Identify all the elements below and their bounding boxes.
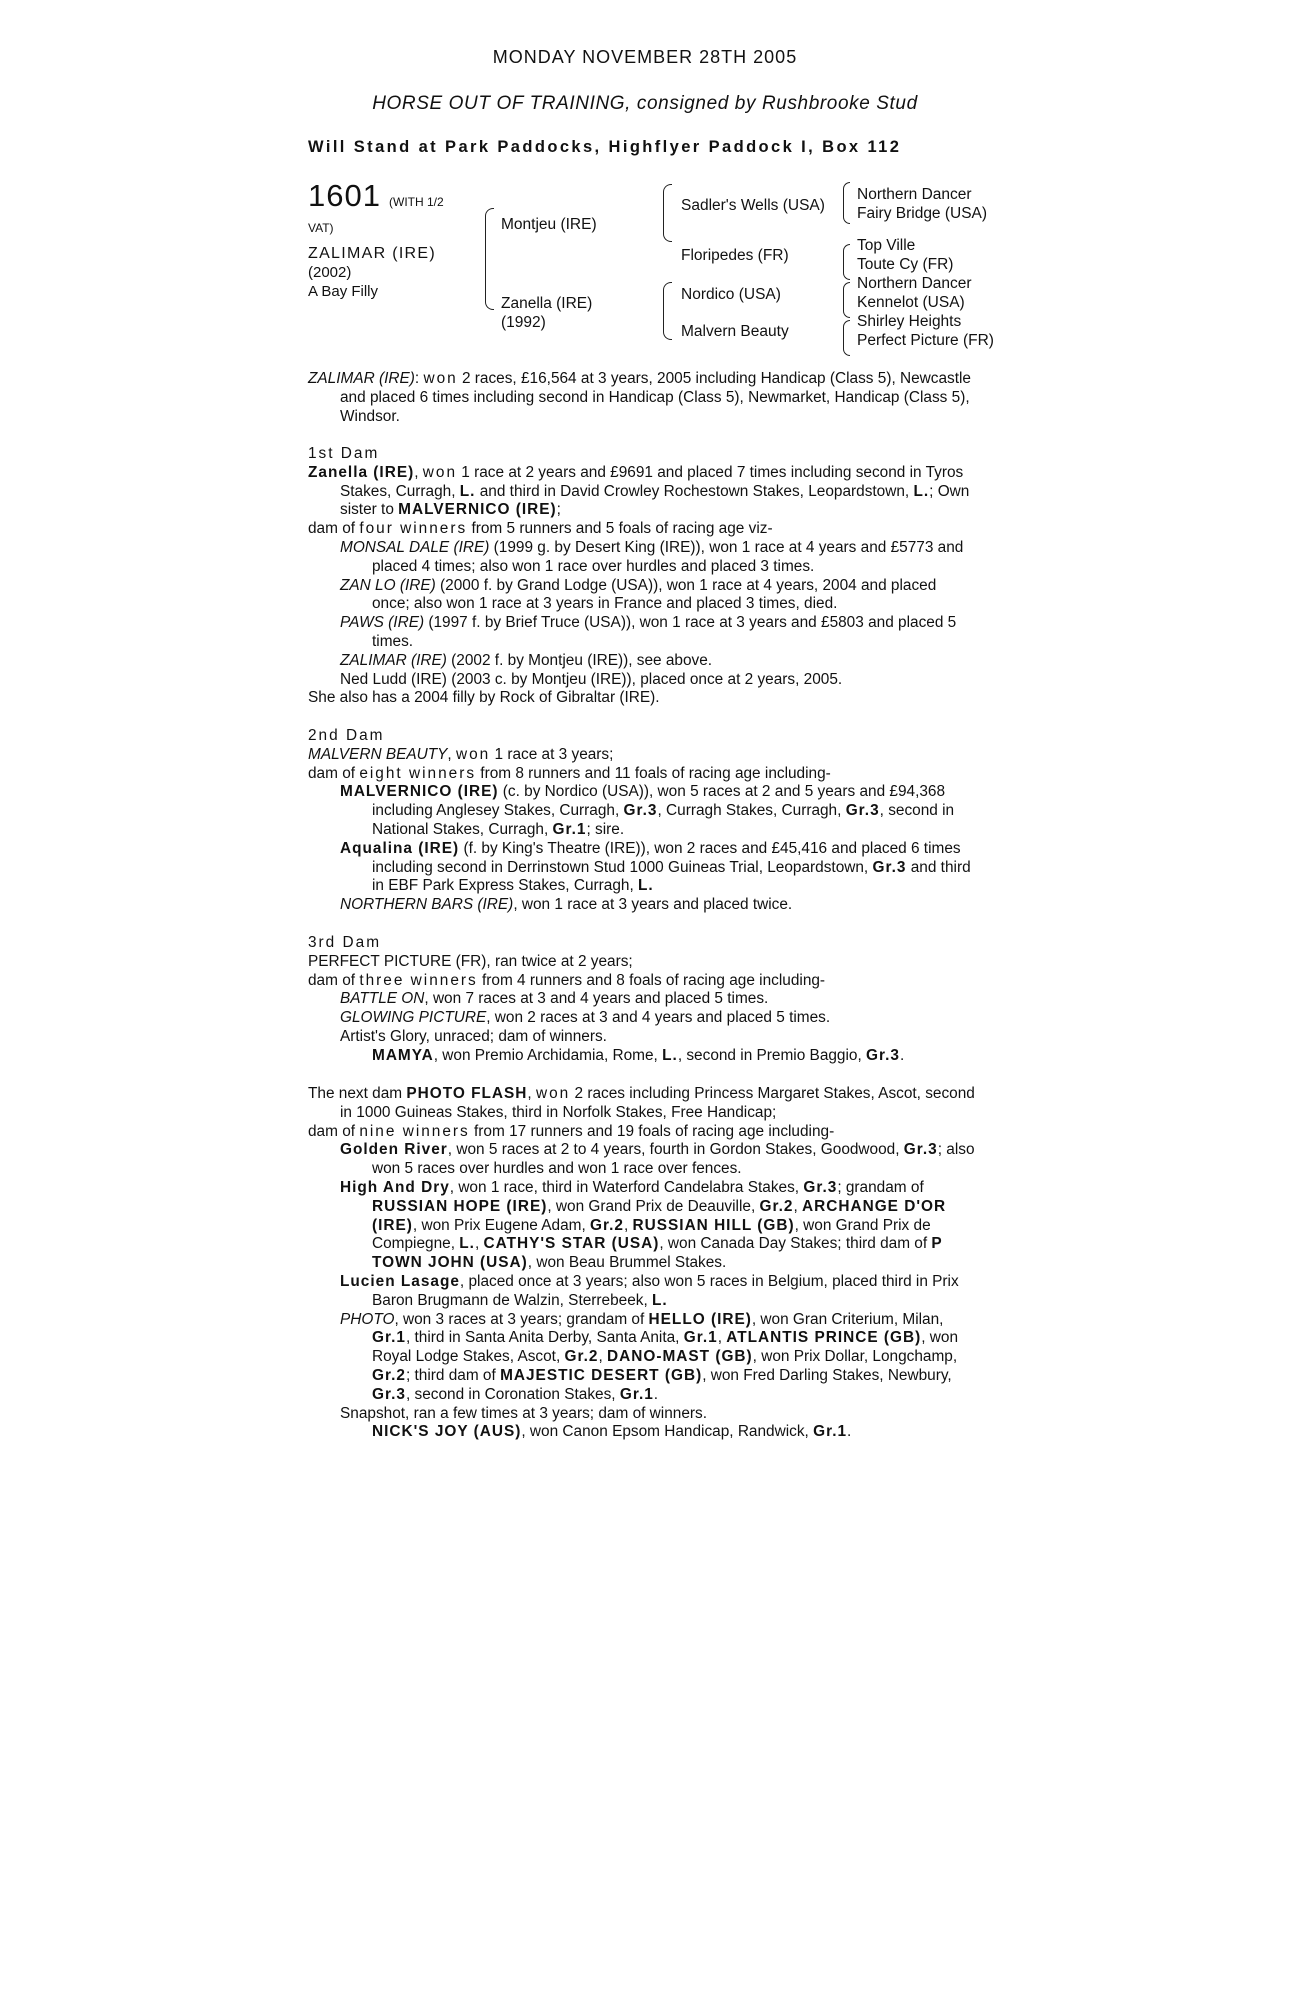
- produce-text: (1999 g. by Desert King (IRE)), won 1 race at 4 years and £5773 and placed 4 times; also won 1 race over hurdles and placed 3 times.: [372, 538, 964, 575]
- notable-name: ATLANTIS PRINCE (GB): [726, 1329, 922, 1347]
- produce-text: , third in Santa Anita Derby, Santa Anita,: [405, 1329, 684, 1347]
- listed-badge: L.: [913, 482, 930, 500]
- stand-location: Will Stand at Park Paddocks, Highflyer Paddock I, Box 112: [308, 138, 902, 156]
- second-dam-heading: 2nd Dam: [308, 727, 385, 744]
- produce-text: , won 3 races at 3 years; grandam of: [394, 1310, 649, 1328]
- grade-badge: Gr.3: [623, 802, 658, 820]
- pedigree-brace-dam: [663, 282, 672, 340]
- dam-of-rest: from 4 runners and 8 foals of racing age including-: [477, 971, 826, 989]
- next-dam-name: PHOTO FLASH: [406, 1085, 528, 1102]
- sale-date: MONDAY NOVEMBER 28TH 2005: [492, 47, 798, 67]
- produce-item: [308, 990, 978, 1009]
- pedigree-ddd: Perfect Picture (FR): [857, 332, 994, 349]
- first-dam-section: [308, 445, 978, 708]
- first-dam-produce-summary: [308, 520, 978, 539]
- produce-item: [308, 1311, 978, 1405]
- second-dam-section: [308, 727, 978, 915]
- produce-text: , second in Premio Baggio,: [677, 1046, 867, 1064]
- first-dam-heading: 1st Dam: [308, 445, 380, 462]
- grade-badge: Gr.3: [372, 1385, 406, 1403]
- grade-badge: Gr.1: [619, 1385, 654, 1403]
- produce-text: , won 7 races at 3 and 4 years and placed 5 times.: [424, 990, 769, 1008]
- produce-item: [308, 1273, 978, 1311]
- produce-name: Golden River: [340, 1141, 448, 1159]
- produce-name: ZALIMAR (IRE): [340, 651, 447, 669]
- grade-badge: Gr.3: [872, 858, 907, 876]
- produce-text: ; grandam of: [837, 1178, 924, 1196]
- produce-name: NICK'S JOY (AUS): [372, 1423, 522, 1441]
- produce-name: ZAN LO (IRE): [340, 576, 436, 594]
- grade-badge: Gr.3: [803, 1178, 838, 1196]
- racing-record: [308, 370, 978, 426]
- produce-item: [308, 577, 978, 615]
- produce-item: Artist's Glory, unraced; dam of winners.: [340, 1027, 607, 1045]
- winners-count: eight winners: [359, 764, 477, 782]
- produce-item: [308, 1009, 978, 1028]
- produce-text: , second in National Stakes, Curragh,: [372, 802, 955, 838]
- next-dam-section: [308, 1085, 978, 1442]
- lot-number: 1601: [308, 178, 381, 213]
- second-dam-t1: 1 race at 3 years;: [490, 745, 614, 763]
- grade-badge: Gr.3: [845, 802, 880, 820]
- pedigree-brace-sire: [663, 184, 672, 242]
- first-dam-t1: 1 race at 2 years and £9691 and placed 7 times including second in Tyros Stakes, Curragh,: [340, 463, 964, 500]
- dam-of: dam of: [308, 764, 360, 782]
- produce-item: [308, 614, 978, 652]
- pedigree-dam: Zanella (IRE): [501, 295, 593, 312]
- record-paragraph: ZALIMAR (IRE): won 2 races, £16,564 at 3 years, 2005 including Handicap (Class 5), Newcastle and placed 6 times including second in Handicap (Class 5), Newmarket, Handicap (Class 5), Windsor.: [308, 370, 971, 425]
- record-text: 2 races, £16,564 at 3 years, 2005 including Handicap (Class 5), Newcastle and placed 6 times including second in Handicap (Class 5), Newmarket, Handicap (Class 5), Windsor.: [340, 370, 971, 425]
- produce-item: Snapshot, ran a few times at 3 years; dam of winners.: [340, 1404, 707, 1422]
- produce-item: Ned Ludd (IRE) (2003 c. by Montjeu (IRE)), placed once at 2 years, 2005.: [340, 670, 843, 688]
- produce-text: , won 5 races at 2 to 4 years, fourth in Gordon Stakes, Goodwood,: [447, 1141, 904, 1159]
- produce-text: ,: [793, 1197, 803, 1215]
- listed-badge: L.: [459, 1235, 475, 1253]
- produce-text: , Curragh Stakes, Curragh,: [657, 802, 846, 820]
- grandproduce-item: [308, 1423, 978, 1442]
- horse-year: (2002): [308, 264, 352, 281]
- third-dam-produce-summary: [308, 972, 978, 991]
- produce-text: (1997 f. by Brief Truce (USA)), won 1 race at 3 years and £5803 and placed 5 times.: [372, 614, 957, 650]
- next-dam-t1: 2 races including Princess Margaret Stakes, Ascot, second in 1000 Guineas Stakes, third in Norfolk Stakes, Free Handicap;: [340, 1085, 975, 1121]
- pedigree-dam-year: (1992): [501, 314, 546, 331]
- grade-badge: Gr.1: [813, 1423, 848, 1441]
- pedigree-sss: Northern Dancer: [857, 186, 972, 203]
- pedigree-sds: Top Ville: [857, 237, 916, 254]
- produce-text: , won Prix Eugene Adam,: [412, 1216, 591, 1234]
- notable-name: P TOWN JOHN (USA): [372, 1235, 943, 1272]
- produce-name: PHOTO: [340, 1310, 395, 1328]
- winners-count: three winners: [359, 971, 478, 989]
- grade-badge: Gr.2: [564, 1348, 599, 1366]
- pedigree-brace-main: [485, 208, 494, 310]
- produce-text: (c. by Nordico (USA)), won 5 races at 2 and 5 years and £94,368 including Anglesey Stakes, Curragh,: [372, 783, 946, 820]
- produce-text: , won Gran Criterium, Milan,: [751, 1310, 944, 1328]
- produce-name: MONSAL DALE (IRE): [340, 538, 490, 556]
- winners-count: four winners: [359, 520, 468, 538]
- produce-text: , won Canon Epsom Handicap, Randwick,: [521, 1423, 814, 1441]
- notable-name: DANO-MAST (GB): [607, 1348, 753, 1366]
- grade-badge: Gr.2: [372, 1366, 406, 1384]
- produce-text: , won Premio Archidamia, Rome,: [433, 1046, 663, 1064]
- dam-of: dam of: [308, 520, 360, 538]
- pedigree-dsd: Kennelot (USA): [857, 294, 965, 311]
- produce-item: [308, 1141, 978, 1179]
- produce-text: , second in Coronation Stakes,: [405, 1385, 620, 1403]
- vat-note-cont: VAT): [308, 221, 334, 235]
- record-horse-name: ZALIMAR (IRE): [308, 370, 415, 387]
- next-dam-produce-summary: [308, 1123, 978, 1142]
- pedigree-sire-sire: Sadler's Wells (USA): [681, 197, 825, 214]
- notable-name: RUSSIAN HILL (GB): [632, 1216, 795, 1234]
- produce-name: NORTHERN BARS (IRE): [340, 896, 514, 914]
- produce-text: , placed once at 3 years; also won 5 races in Belgium, placed third in Prix Baron Brugmann de Walzin, Sterrebeek,: [372, 1272, 959, 1309]
- dam-of-rest: from 17 runners and 19 foals of racing age including-: [469, 1122, 835, 1140]
- first-dam-also: She also has a 2004 filly by Rock of Gibraltar (IRE).: [308, 689, 660, 707]
- pedigree-ssd: Fairy Bridge (USA): [857, 205, 988, 222]
- first-dam-t3: ; Own sister to: [340, 482, 970, 519]
- notable-name: CATHY'S STAR (USA): [483, 1235, 660, 1253]
- produce-text: , won Royal Lodge Stakes, Ascot,: [372, 1329, 959, 1366]
- produce-text: ,: [717, 1329, 727, 1347]
- grade-badge: Gr.2: [759, 1197, 794, 1215]
- produce-text: ; also won 5 races over hurdles and won 1 race over fences.: [372, 1141, 975, 1178]
- produce-text: (2000 f. by Grand Lodge (USA)), won 1 race at 4 years, 2004 and placed once; also won 1 race at 3 years in France and placed 3 times, died.: [372, 576, 937, 613]
- listed-badge: L.: [638, 877, 654, 895]
- dam-of: dam of: [308, 971, 360, 989]
- pedigree-brace-ss: [843, 182, 850, 224]
- listed-badge: L.: [662, 1046, 678, 1064]
- second-dam-record: MALVERN BEAUTY, won 1 race at 3 years;: [308, 745, 614, 763]
- grade-badge: Gr.3: [903, 1141, 938, 1159]
- produce-name: GLOWING PICTURE: [340, 1009, 487, 1027]
- produce-item: [308, 652, 978, 671]
- produce-item: [308, 1179, 978, 1273]
- produce-name: PAWS (IRE): [340, 614, 425, 632]
- produce-text: (2002 f. by Montjeu (IRE)), see above.: [446, 651, 713, 669]
- third-dam-section: [308, 934, 978, 1066]
- produce-name: BATTLE ON: [340, 990, 425, 1008]
- produce-name: Aqualina (IRE): [340, 839, 460, 857]
- listed-badge: L.: [652, 1291, 668, 1309]
- third-dam-record: PERFECT PICTURE (FR), ran twice at 2 years;: [308, 952, 633, 970]
- produce-text: , won Fred Darling Stakes, Newbury,: [702, 1366, 952, 1384]
- consignor-line: HORSE OUT OF TRAINING, consigned by Rushbrooke Stud: [372, 93, 918, 114]
- produce-item: [308, 840, 978, 896]
- first-dam-name: Zanella (IRE): [308, 463, 415, 481]
- grade-badge: Gr.2: [590, 1216, 624, 1234]
- pedigree-brace-dd: [843, 320, 850, 356]
- first-dam-t2: and third in David Crowley Rochestown Stakes, Leopardstown,: [475, 482, 914, 500]
- winners-count: nine winners: [359, 1122, 470, 1140]
- produce-name: MALVERNICO (IRE): [340, 783, 499, 801]
- produce-text: , won Grand Prix de Compiegne,: [372, 1216, 931, 1253]
- second-dam-name: MALVERN BEAUTY: [308, 745, 448, 763]
- dam-of: dam of: [308, 1122, 360, 1140]
- first-dam-t4: ;: [556, 501, 561, 519]
- second-dam-won: won: [455, 745, 491, 763]
- produce-text: .: [899, 1046, 905, 1064]
- produce-text: (f. by King's Theatre (IRE)), won 2 races and £45,416 and placed 6 times including second in Derrinstown Stud 1000 Guineas Trial, Leopardstown,: [372, 839, 961, 876]
- produce-text: and third in EBF Park Express Stakes, Curragh,: [372, 858, 971, 895]
- produce-item: [308, 896, 978, 915]
- pedigree-sire-dam: Floripedes (FR): [681, 247, 789, 264]
- grandproduce-item: [308, 1047, 978, 1066]
- pedigree-brace-sd: [843, 244, 850, 280]
- produce-text: , won Canada Day Stakes; third dam of: [659, 1235, 932, 1253]
- produce-item: [308, 539, 978, 577]
- produce-text: ; third dam of: [405, 1366, 501, 1384]
- pedigree-brace-ds: [843, 282, 850, 318]
- next-dam-won: won: [535, 1085, 571, 1102]
- notable-name: MAJESTIC DESERT (GB): [500, 1366, 703, 1384]
- produce-text: .: [847, 1423, 852, 1441]
- pedigree-dam-sire: Nordico (USA): [681, 286, 781, 303]
- produce-name: Lucien Lasage: [340, 1272, 460, 1290]
- produce-text: .: [653, 1385, 659, 1403]
- first-dam-won: won: [422, 463, 458, 481]
- pedigree-sdd: Toute Cy (FR): [857, 256, 954, 273]
- grade-badge: Gr.1: [552, 820, 587, 838]
- produce-text: ,: [623, 1216, 633, 1234]
- grade-badge: Gr.1: [372, 1329, 406, 1347]
- grade-badge: Gr.1: [683, 1329, 718, 1347]
- pedigree-dss: Northern Dancer: [857, 275, 972, 292]
- notable-name: HELLO (IRE): [648, 1310, 752, 1328]
- produce-text: , won Prix Dollar, Longchamp,: [752, 1348, 958, 1366]
- dam-of-rest: from 8 runners and 11 foals of racing age including-: [476, 764, 831, 782]
- produce-text: ; sire.: [586, 820, 625, 838]
- produce-name: High And Dry: [340, 1178, 450, 1196]
- grade-badge: Gr.3: [866, 1046, 900, 1064]
- produce-text: ,: [474, 1235, 484, 1253]
- first-dam-sister: MALVERNICO (IRE): [398, 501, 557, 519]
- record-won: won: [423, 370, 458, 387]
- pedigree-dam-dam: Malvern Beauty: [681, 323, 789, 340]
- notable-name: ARCHANGE D'OR (IRE): [372, 1197, 947, 1234]
- listed-badge: L.: [459, 482, 476, 500]
- horse-description: A Bay Filly: [308, 283, 379, 300]
- produce-text: , won Beau Brummel Stakes.: [527, 1254, 727, 1272]
- produce-name: MAMYA: [372, 1046, 434, 1064]
- second-dam-produce-summary: [308, 765, 978, 784]
- third-dam-heading: 3rd Dam: [308, 934, 382, 951]
- next-dam-record: The next dam PHOTO FLASH, won 2 races including Princess Margaret Stakes, Ascot, second in 1000 Guineas Stakes, third in Norfolk Stakes, Free Handicap;: [308, 1085, 975, 1121]
- next-dam-intro: The next dam: [308, 1085, 407, 1102]
- dam-of-rest: from 5 runners and 5 foals of racing age viz-: [467, 520, 773, 538]
- pedigree-dds: Shirley Heights: [857, 313, 962, 330]
- produce-item: [308, 783, 978, 839]
- vat-note: (WITH 1/2: [389, 195, 444, 209]
- produce-text: , won Grand Prix de Deauville,: [547, 1197, 760, 1215]
- notable-name: RUSSIAN HOPE (IRE): [372, 1197, 548, 1215]
- first-dam-record: Zanella (IRE), won 1 race at 2 years and £9691 and placed 7 times including second in Tyros Stakes, Curragh, L. and third in David Crowley Rochestown Stakes, Leopardstown, L.; Own sister to MALVERNICO (IRE);: [308, 463, 970, 519]
- horse-name: ZALIMAR (IRE): [308, 245, 437, 262]
- produce-text: , won 1 race at 3 years and placed twice.: [513, 896, 793, 914]
- produce-text: ,: [598, 1348, 608, 1366]
- produce-text: , won 2 races at 3 and 4 years and placed 5 times.: [486, 1009, 831, 1027]
- produce-text: , won 1 race, third in Waterford Candelabra Stakes,: [449, 1178, 804, 1196]
- pedigree-sire: Montjeu (IRE): [501, 216, 597, 233]
